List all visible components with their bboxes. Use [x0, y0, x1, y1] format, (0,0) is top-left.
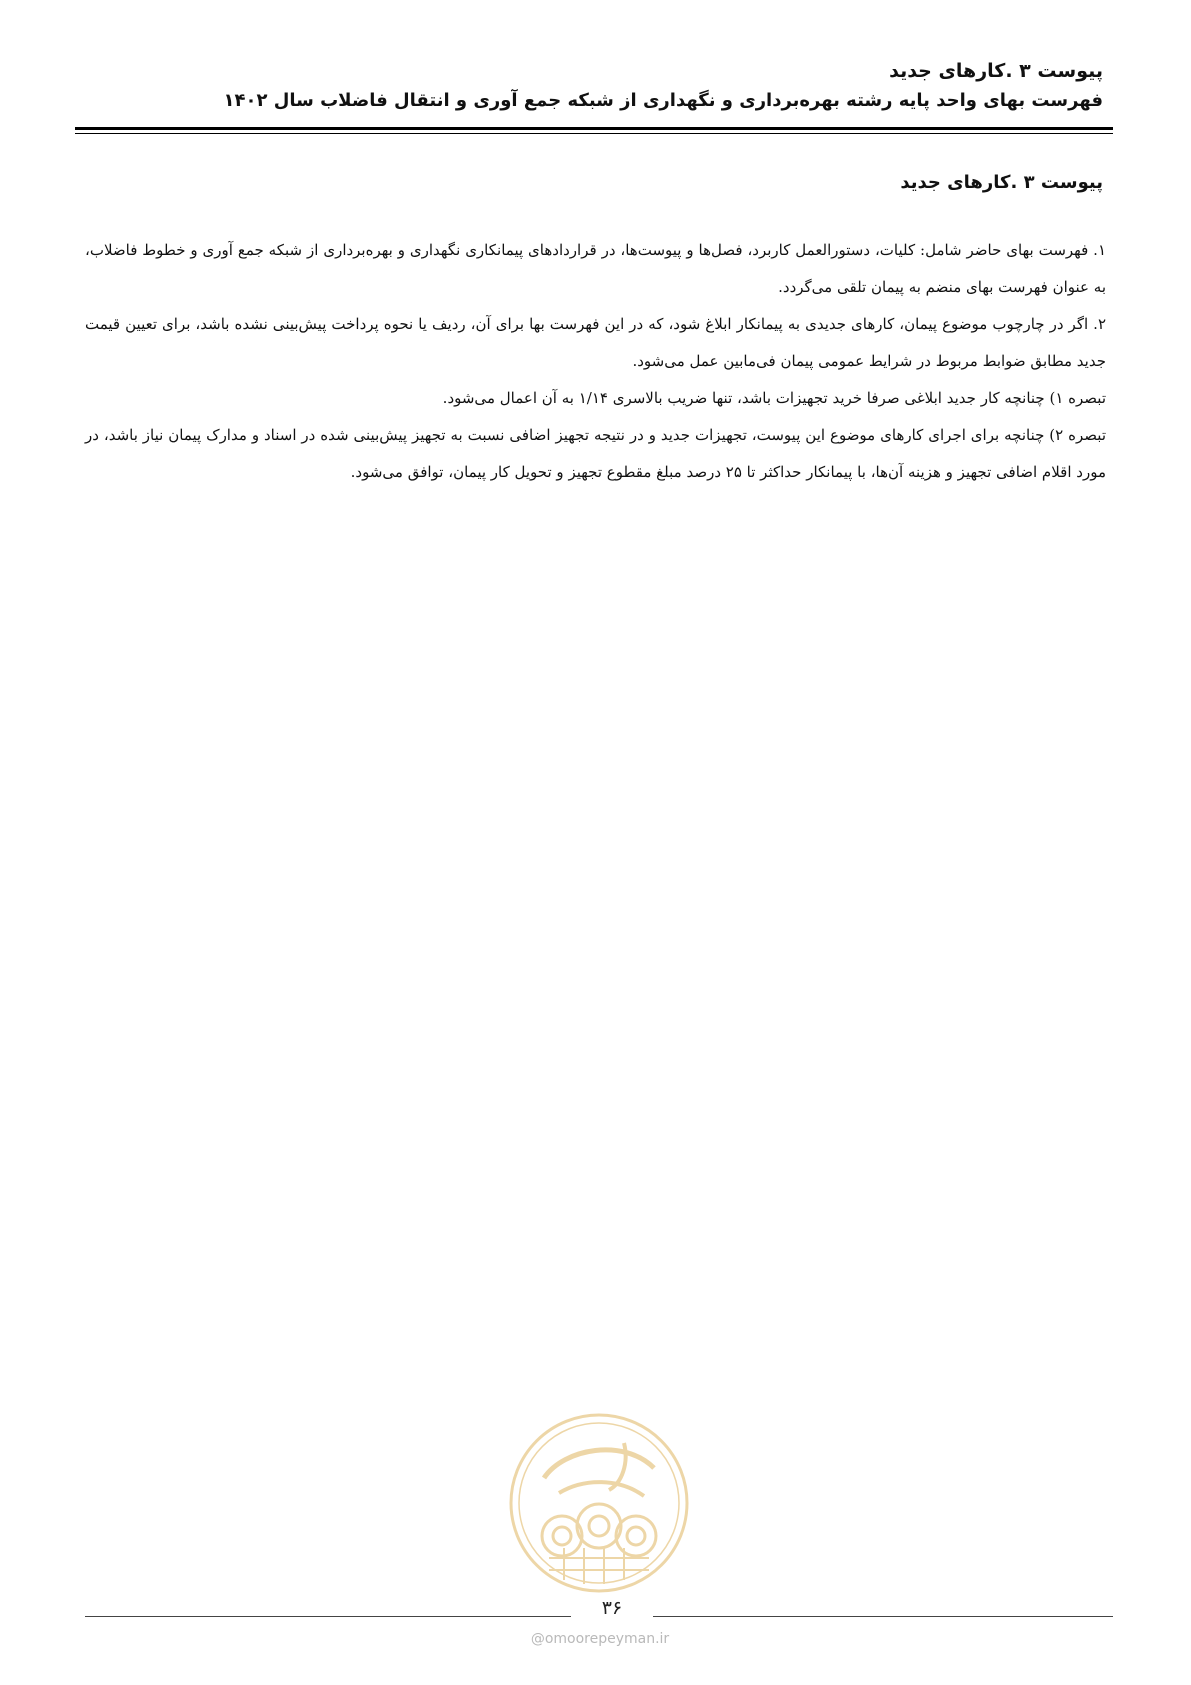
paragraph-1: ۱. فهرست بهای حاضر شامل: کلیات، دستورالعمل کاربرد، فصل‌ها و پیوست‌ها، در قراردادهای پیمانکاری نگهداری و بهره‌برداری از شبکه جمع آوری و خطوط فاضلاب، به عنوان فهرست بهای منضم به پیمان تلقی می‌گردد.	[85, 241, 1106, 296]
footer-rule-right	[653, 1616, 1113, 1617]
omoore-peyman-seal-icon	[504, 1408, 694, 1598]
header-document-title: فهرست بهای واحد پایه رشته بهره‌برداری و نگهداری از شبکه جمع آوری و انتقال فاضلاب سال ۱۴۰۲	[223, 90, 1103, 111]
watermark-logo	[504, 1408, 694, 1598]
paragraph-2: ۲. اگر در چارچوب موضوع پیمان، کارهای جدیدی به پیمانکار ابلاغ شود، که در این فهرست بها برای آن، ردیف یا نحوه پرداخت پیش‌بینی نشده باشد، برای تعیین قیمت جدید مطابق ضوابط مربوط در شرایط عمومی پیمان فی‌مابین عمل می‌شود.	[85, 315, 1106, 370]
header-rule-thin	[75, 133, 1113, 134]
note-2: تبصره ۲) چنانچه برای اجرای کارهای موضوع این پیوست، تجهیزات جدید و در نتیجه تجهیز اضافی نسبت به تجهیز پیش‌بینی شده در اسناد و مدارک پیمان نیاز باشد، در مورد اقلام اضافی تجهیز و هزینه آن‌ها، با پیمانکار حداکثر تا ۲۵ درصد مبلغ مقطوع تجهیز و تحویل کار پیمان، توافق می‌شود.	[85, 426, 1106, 481]
header-rule-thick	[75, 127, 1113, 130]
page-header	[85, 56, 1103, 116]
header-appendix-title: پیوست ۳ .کارهای جدید	[889, 60, 1103, 82]
note-1: تبصره ۱) چنانچه کار جدید ابلاغی صرفا خرید تجهیزات باشد، تنها ضریب بالاسری ۱/۱۴ به آن اعمال می‌شود.	[442, 389, 1106, 407]
site-url: @omoorepeyman.ir	[530, 1631, 670, 1647]
body-text	[85, 232, 1106, 491]
footer-rule-left	[85, 1616, 571, 1617]
section-title: پیوست ۳ .کارهای جدید	[900, 172, 1103, 193]
page-number: ۳۶	[601, 1597, 623, 1619]
